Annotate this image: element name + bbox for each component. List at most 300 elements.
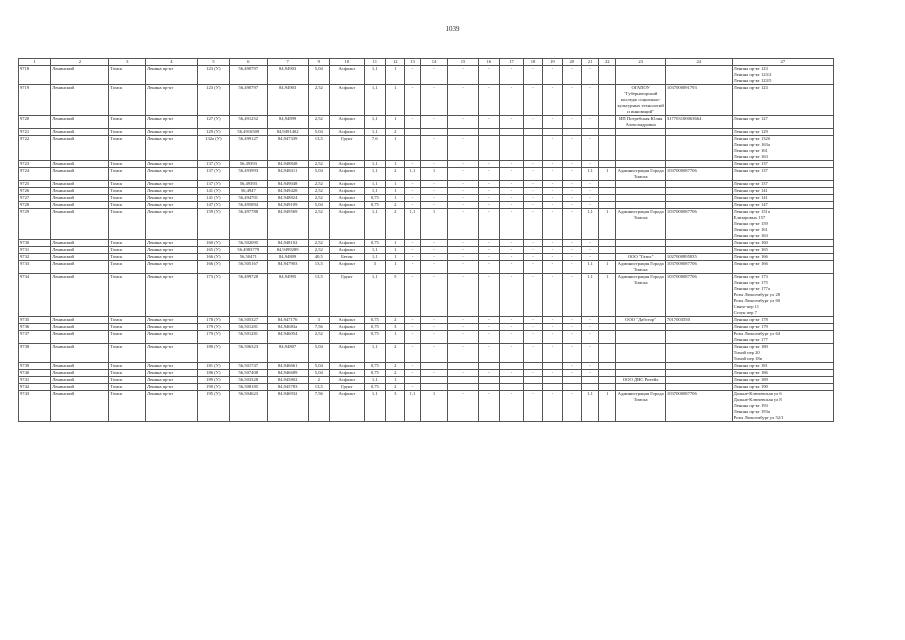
table-cell: - bbox=[405, 240, 420, 247]
table-cell: 9720 bbox=[19, 116, 51, 129]
table-cell: 1,1 bbox=[364, 188, 386, 195]
table-cell: Томск bbox=[109, 261, 146, 274]
table-cell: Ленина пр-кт bbox=[146, 363, 198, 370]
table-cell: - bbox=[523, 344, 542, 363]
column-header: 6 bbox=[229, 59, 267, 66]
table-cell bbox=[420, 377, 448, 384]
table-cell: - bbox=[543, 181, 562, 188]
table-cell: Томск bbox=[109, 254, 146, 261]
table-cell: Томск bbox=[109, 331, 146, 344]
table-cell: 9719 bbox=[19, 85, 51, 116]
table-cell: Томск bbox=[109, 85, 146, 116]
table-cell: - bbox=[448, 161, 478, 168]
table-cell: 84,94683а bbox=[267, 324, 308, 331]
table-cell: Томск bbox=[109, 188, 146, 195]
table-cell: - bbox=[543, 261, 562, 274]
table-cell: Томск bbox=[109, 391, 146, 422]
table-cell: - bbox=[543, 209, 562, 240]
table-cell: 1,1 bbox=[405, 391, 420, 422]
table-cell: - bbox=[543, 161, 562, 168]
table-cell: 317703100063664 bbox=[665, 116, 732, 129]
table-cell: 1037000087706 bbox=[665, 209, 732, 240]
table-cell: - bbox=[562, 168, 581, 181]
table-cell: 147 (У) bbox=[197, 202, 229, 209]
table-cell bbox=[599, 136, 616, 161]
table-cell: 2 bbox=[386, 129, 405, 136]
table-cell: - bbox=[405, 274, 420, 317]
column-header: 11 bbox=[364, 59, 386, 66]
table-cell: 9722 bbox=[19, 136, 51, 161]
table-cell: - bbox=[543, 324, 562, 331]
table-cell bbox=[523, 136, 542, 161]
table-cell: - bbox=[562, 317, 581, 324]
table-cell: - bbox=[523, 161, 542, 168]
table-cell: 1,1 bbox=[364, 391, 386, 422]
table-cell: 141 (У) bbox=[197, 188, 229, 195]
table-row bbox=[19, 240, 834, 247]
table-cell: 190 (У) bbox=[197, 384, 229, 391]
table-cell: Ленина пр-кт 180 Тихий пер 20 Тихий пер 18в bbox=[732, 344, 833, 363]
table-cell bbox=[616, 195, 666, 202]
table-row bbox=[19, 391, 834, 422]
table-cell: 2,52 bbox=[308, 331, 330, 344]
table-cell: 1 bbox=[386, 240, 405, 247]
column-header: 16 bbox=[478, 59, 500, 66]
table-cell: 84,949428 bbox=[267, 188, 308, 195]
table-cell: 9723 bbox=[19, 161, 51, 168]
table-cell: 0,75 bbox=[364, 370, 386, 377]
table-cell: - bbox=[405, 254, 420, 261]
table-cell: 2 bbox=[386, 209, 405, 240]
table-cell bbox=[665, 331, 732, 344]
table-cell: 13,5 bbox=[308, 384, 330, 391]
table-cell bbox=[543, 384, 562, 391]
table-cell: Томск bbox=[109, 202, 146, 209]
table-cell bbox=[665, 181, 732, 188]
table-cell: 84,94995 bbox=[267, 274, 308, 317]
table-cell: - bbox=[420, 181, 448, 188]
table-cell bbox=[599, 66, 616, 85]
table-row bbox=[19, 188, 834, 195]
table-cell: 56,491252 bbox=[229, 116, 267, 129]
table-cell: Ленина пр-кт bbox=[146, 384, 198, 391]
column-header: 10 bbox=[330, 59, 364, 66]
table-cell: - bbox=[448, 261, 478, 274]
table-cell: - bbox=[523, 181, 542, 188]
table-cell bbox=[616, 247, 666, 254]
table-cell: - bbox=[420, 317, 448, 324]
table-cell: - bbox=[448, 195, 478, 202]
table-cell bbox=[599, 202, 616, 209]
table-cell: 1,1 bbox=[364, 344, 386, 363]
table-cell: - bbox=[448, 116, 478, 129]
table-cell bbox=[599, 247, 616, 254]
table-cell: - bbox=[523, 116, 542, 129]
table-cell: - bbox=[581, 161, 598, 168]
table-cell: 166 (У) bbox=[197, 254, 229, 261]
table-cell: Ленина пр-кт 179 bbox=[732, 324, 833, 331]
table-cell: Грунт bbox=[330, 384, 364, 391]
table-cell: - bbox=[448, 240, 478, 247]
table-cell: Ленинский bbox=[51, 66, 109, 85]
table-cell: 141 (У) bbox=[197, 195, 229, 202]
table-cell: - bbox=[448, 66, 478, 85]
table-cell: - bbox=[523, 391, 542, 422]
table-cell: 1 bbox=[599, 209, 616, 240]
table-cell: - bbox=[523, 240, 542, 247]
table-cell: 1 bbox=[599, 391, 616, 422]
table-cell: 1 bbox=[386, 66, 405, 85]
table-cell: - bbox=[562, 274, 581, 317]
table-cell: Бетон bbox=[330, 254, 364, 261]
table-cell: Ленинский bbox=[51, 168, 109, 181]
table-cell bbox=[665, 384, 732, 391]
table-cell: - bbox=[478, 240, 500, 247]
table-cell: - bbox=[562, 188, 581, 195]
table-cell: 0,75 bbox=[364, 384, 386, 391]
table-cell: - bbox=[562, 136, 581, 161]
table-cell: Ленина пр-кт bbox=[146, 209, 198, 240]
table-cell bbox=[616, 384, 666, 391]
table-cell: 56,501747 bbox=[229, 363, 267, 370]
table-cell: Асфальт bbox=[330, 240, 364, 247]
table-cell: 84,947339 bbox=[267, 136, 308, 161]
table-cell bbox=[420, 363, 448, 370]
table-cell: - bbox=[523, 66, 542, 85]
table-cell: - bbox=[543, 195, 562, 202]
table-cell: Асфальт bbox=[330, 195, 364, 202]
table-cell: 2 bbox=[386, 344, 405, 363]
table-cell bbox=[665, 240, 732, 247]
table-cell bbox=[562, 129, 581, 136]
table-cell: Ленина пр-кт 123 bbox=[732, 85, 833, 116]
table-cell: 84,946661 bbox=[267, 363, 308, 370]
table-row bbox=[19, 168, 834, 181]
table-cell bbox=[581, 129, 598, 136]
table-cell: - bbox=[448, 209, 478, 240]
table-cell: - bbox=[500, 391, 524, 422]
table-cell: Ленинский bbox=[51, 85, 109, 116]
table-cell: 1 bbox=[386, 85, 405, 116]
table-cell: 1 bbox=[386, 136, 405, 161]
table-cell: - bbox=[543, 116, 562, 129]
table-cell bbox=[500, 136, 524, 161]
table-cell: Ленина пр-кт bbox=[146, 202, 198, 209]
table-cell: 2,52 bbox=[308, 181, 330, 188]
table-cell: 56,49393 bbox=[229, 161, 267, 168]
column-header: 7 bbox=[267, 59, 308, 66]
table-cell: 56,508185 bbox=[229, 384, 267, 391]
table-cell: 9727 bbox=[19, 195, 51, 202]
table-cell: - bbox=[523, 331, 542, 344]
table-cell bbox=[665, 188, 732, 195]
table-cell: Ленина пр-кт 137 bbox=[732, 181, 833, 188]
table-cell: 1,1 bbox=[364, 377, 386, 384]
table-cell: - bbox=[523, 274, 542, 317]
table-row bbox=[19, 317, 834, 324]
table-cell: - bbox=[562, 363, 581, 370]
table-cell: 9724 bbox=[19, 168, 51, 181]
column-header: 9 bbox=[308, 59, 330, 66]
table-cell: - bbox=[405, 247, 420, 254]
table-row bbox=[19, 85, 834, 116]
table-cell: - bbox=[448, 168, 478, 181]
table-cell: - bbox=[581, 195, 598, 202]
table-cell: Асфальт bbox=[330, 161, 364, 168]
table-cell: 0,75 bbox=[364, 202, 386, 209]
table-cell bbox=[665, 247, 732, 254]
table-cell: - bbox=[543, 344, 562, 363]
table-cell: 1,1 bbox=[364, 254, 386, 261]
table-cell: 84,949048 bbox=[267, 181, 308, 188]
table-cell: - bbox=[478, 344, 500, 363]
table-cell: Ленина пр-кт bbox=[146, 370, 198, 377]
table-cell bbox=[599, 129, 616, 136]
table-cell: 56,495894 bbox=[229, 202, 267, 209]
table-cell: - bbox=[405, 370, 420, 377]
table-cell: - bbox=[420, 331, 448, 344]
column-header: 13 bbox=[405, 59, 420, 66]
table-row bbox=[19, 274, 834, 317]
table-cell: 3 bbox=[386, 324, 405, 331]
table-cell: 1037000091793 bbox=[665, 85, 732, 116]
table-cell: - bbox=[543, 136, 562, 161]
table-cell: - bbox=[543, 188, 562, 195]
table-cell: - bbox=[500, 324, 524, 331]
table-cell: Ленина пр-кт bbox=[146, 116, 198, 129]
table-cell: 1 bbox=[386, 188, 405, 195]
table-cell: Томск bbox=[109, 129, 146, 136]
table-cell: 56,503328 bbox=[229, 377, 267, 384]
table-cell: 181 (У) bbox=[197, 363, 229, 370]
table-cell: Ленина пр-кт 160 bbox=[732, 240, 833, 247]
table-cell: 127 (У) bbox=[197, 116, 229, 129]
table-cell: Томск bbox=[109, 195, 146, 202]
table-cell: Ленинский bbox=[51, 331, 109, 344]
table-cell: - bbox=[405, 85, 420, 116]
table-cell: Ленина пр-кт bbox=[146, 129, 198, 136]
table-cell: 1,1 bbox=[364, 66, 386, 85]
table-cell bbox=[478, 384, 500, 391]
table-cell: 7,56 bbox=[308, 324, 330, 331]
table-cell: - bbox=[420, 195, 448, 202]
table-cell bbox=[500, 384, 524, 391]
table-cell bbox=[581, 377, 598, 384]
table-cell: 56,501281 bbox=[229, 324, 267, 331]
table-row bbox=[19, 363, 834, 370]
table-cell: 56,502095 bbox=[229, 240, 267, 247]
table-cell: - bbox=[581, 202, 598, 209]
table-cell: - bbox=[523, 188, 542, 195]
table-cell: - bbox=[581, 85, 598, 116]
table-cell: - bbox=[405, 195, 420, 202]
table-cell bbox=[523, 129, 542, 136]
table-cell: 1 bbox=[386, 331, 405, 344]
table-cell: 84,9491402 bbox=[267, 129, 308, 136]
table-cell bbox=[599, 344, 616, 363]
table-cell: 84,946689 bbox=[267, 370, 308, 377]
table-cell: Ленинский bbox=[51, 363, 109, 370]
table-cell: Асфальт bbox=[330, 116, 364, 129]
table-cell: Ленина пр-кт bbox=[146, 161, 198, 168]
table-cell: - bbox=[562, 116, 581, 129]
table-cell: Асфальт bbox=[330, 331, 364, 344]
table-cell: 84,947903 bbox=[267, 261, 308, 274]
table-row bbox=[19, 254, 834, 261]
table-row bbox=[19, 331, 834, 344]
table-cell: - bbox=[543, 168, 562, 181]
table-cell: 9735 bbox=[19, 317, 51, 324]
table-cell: - bbox=[448, 188, 478, 195]
table-cell: - bbox=[405, 363, 420, 370]
table-row bbox=[19, 195, 834, 202]
table-cell: Ленинский bbox=[51, 317, 109, 324]
table-cell: 56,490797 bbox=[229, 85, 267, 116]
column-header: 27 bbox=[732, 59, 833, 66]
table-cell: - bbox=[448, 181, 478, 188]
table-cell: - bbox=[500, 274, 524, 317]
table-cell: Асфальт bbox=[330, 377, 364, 384]
table-cell: 13,5 bbox=[308, 261, 330, 274]
table-cell: 56,4983779 bbox=[229, 247, 267, 254]
table-cell: 1 bbox=[386, 116, 405, 129]
table-cell: 56,490797 bbox=[229, 66, 267, 85]
table-cell: 56,499728 bbox=[229, 274, 267, 317]
table-cell: 84,948848 bbox=[267, 161, 308, 168]
table-cell bbox=[562, 377, 581, 384]
table-cell bbox=[500, 377, 524, 384]
table-cell: 1,1 bbox=[581, 261, 598, 274]
table-cell: Томск bbox=[109, 317, 146, 324]
table-cell: - bbox=[581, 136, 598, 161]
table-cell: 137 (У) bbox=[197, 168, 229, 181]
table-cell bbox=[599, 331, 616, 344]
table-cell: 13,5 bbox=[308, 136, 330, 161]
table-cell bbox=[616, 129, 666, 136]
table-cell: 1 bbox=[386, 161, 405, 168]
table-cell bbox=[616, 344, 666, 363]
table-cell: 2,52 bbox=[308, 195, 330, 202]
table-cell bbox=[599, 240, 616, 247]
table-cell: Ленинский bbox=[51, 116, 109, 129]
table-cell: - bbox=[581, 181, 598, 188]
table-cell: - bbox=[420, 85, 448, 116]
table-cell: - bbox=[420, 274, 448, 317]
table-cell bbox=[599, 384, 616, 391]
table-cell: - bbox=[581, 240, 598, 247]
table-cell: Ленина пр-кт 129 bbox=[732, 129, 833, 136]
table-cell: - bbox=[543, 202, 562, 209]
table-cell: 180 (У) bbox=[197, 344, 229, 363]
table-cell: - bbox=[500, 188, 524, 195]
table-cell: Ленина пр-кт 127 bbox=[732, 116, 833, 129]
table-cell: - bbox=[500, 331, 524, 344]
table-cell: 1 bbox=[386, 254, 405, 261]
table-cell: - bbox=[581, 331, 598, 344]
table-cell: - bbox=[478, 254, 500, 261]
table-cell: - bbox=[543, 331, 562, 344]
table-cell: 2 bbox=[386, 363, 405, 370]
table-cell: Томск bbox=[109, 116, 146, 129]
table-cell: Ленина пр-кт bbox=[146, 85, 198, 116]
table-cell bbox=[616, 66, 666, 85]
table-cell: - bbox=[478, 247, 500, 254]
table-cell: - bbox=[523, 247, 542, 254]
table-cell: - bbox=[500, 116, 524, 129]
table-cell: Ленина пр-кт bbox=[146, 274, 198, 317]
table-cell: - bbox=[405, 324, 420, 331]
table-cell: Ленина пр-кт bbox=[146, 240, 198, 247]
table-cell bbox=[478, 129, 500, 136]
table-cell bbox=[616, 188, 666, 195]
table-cell: Асфальт bbox=[330, 261, 364, 274]
table-cell bbox=[448, 129, 478, 136]
table-cell: 1037000087706 bbox=[665, 391, 732, 422]
table-cell: 9732 bbox=[19, 254, 51, 261]
table-row bbox=[19, 377, 834, 384]
column-header: 15 bbox=[448, 59, 478, 66]
table-cell: - bbox=[478, 209, 500, 240]
table-cell: - bbox=[562, 66, 581, 85]
table-cell: Асфальт bbox=[330, 188, 364, 195]
table-cell: - bbox=[523, 324, 542, 331]
table-cell: 5,04 bbox=[308, 344, 330, 363]
table-cell: 9739 bbox=[19, 363, 51, 370]
table-cell: Ленинский bbox=[51, 136, 109, 161]
table-cell: Ленинский bbox=[51, 261, 109, 274]
table-cell: Ленина пр-кт bbox=[146, 331, 198, 344]
table-cell: 137 (У) bbox=[197, 161, 229, 168]
table-cell: 84,9499289 bbox=[267, 247, 308, 254]
table-cell: Ленина пр-кт bbox=[146, 247, 198, 254]
table-cell bbox=[616, 331, 666, 344]
table-cell bbox=[665, 129, 732, 136]
table-cell: - bbox=[523, 85, 542, 116]
table-cell bbox=[665, 324, 732, 331]
table-cell: 56,505167 bbox=[229, 261, 267, 274]
table-cell: - bbox=[478, 161, 500, 168]
table-cell: 0,75 bbox=[364, 331, 386, 344]
table-cell: 7,6 bbox=[364, 136, 386, 161]
table-cell: - bbox=[500, 254, 524, 261]
table-cell: 1,1 bbox=[581, 209, 598, 240]
table-cell: - bbox=[562, 181, 581, 188]
table-cell: - bbox=[523, 195, 542, 202]
table-cell: 0,75 bbox=[364, 240, 386, 247]
table-cell: 189 (У) bbox=[197, 377, 229, 384]
table-cell bbox=[665, 377, 732, 384]
table-cell: - bbox=[478, 116, 500, 129]
table-cell: 137 (У) bbox=[197, 181, 229, 188]
table-cell bbox=[448, 363, 478, 370]
table-cell: 173 (У) bbox=[197, 274, 229, 317]
table-cell: Асфальт bbox=[330, 202, 364, 209]
table-cell: 9734 bbox=[19, 274, 51, 317]
table-cell bbox=[599, 188, 616, 195]
table-cell: - bbox=[405, 317, 420, 324]
table-cell: - bbox=[562, 261, 581, 274]
column-header: 17 bbox=[500, 59, 524, 66]
table-cell: 84,94899 bbox=[267, 116, 308, 129]
table-cell: Томск bbox=[109, 136, 146, 161]
table-cell: 0,75 bbox=[364, 363, 386, 370]
table-cell bbox=[665, 66, 732, 85]
table-cell: - bbox=[420, 66, 448, 85]
table-cell bbox=[616, 370, 666, 377]
table-cell: - bbox=[478, 202, 500, 209]
register-table bbox=[18, 58, 834, 422]
table-cell: 195 (У) bbox=[197, 391, 229, 422]
